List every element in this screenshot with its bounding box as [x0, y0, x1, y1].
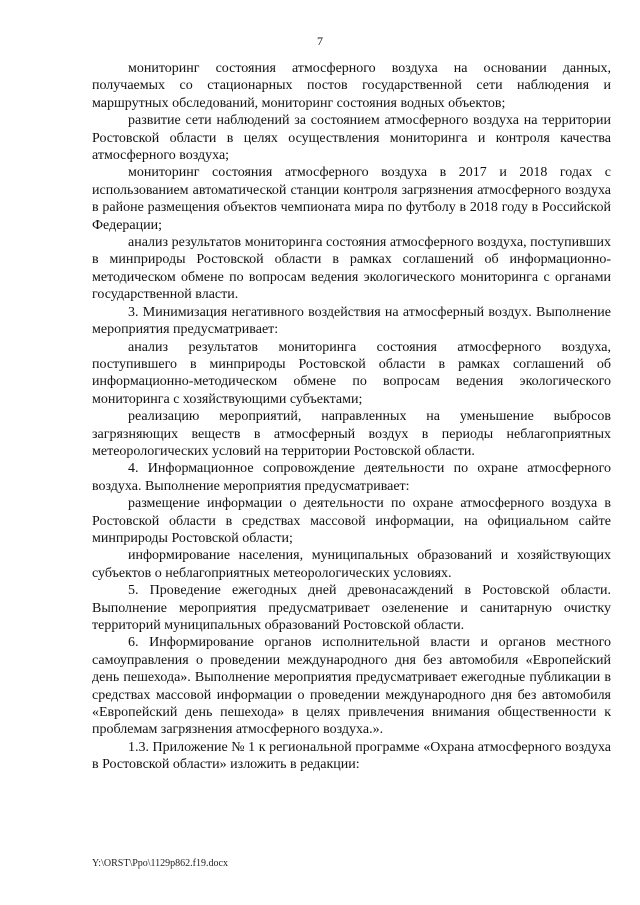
paragraph-observation-network: развитие сети наблюдений за состоянием атмосферного воздуха на территории Ростовской области в целях осуществления мониторинга и контроля качества атмосферного воздуха;: [92, 113, 611, 164]
paragraph-analysis-government: анализ результатов мониторинга состояния атмосферного воздуха, поступивших в минприроды Ростовской области в рамках соглашений об информационно-методическом обмене по вопросам ведения экологического мониторинга с органами государственной власти.: [92, 235, 611, 303]
paragraph-analysis-business: анализ результатов мониторинга состояния атмосферного воздуха, поступившего в минприроды Ростовской области в рамках соглашений об информационно-методическом обмене по вопросам ведения экологического мониторинга с хозяйствующими субъектами;: [92, 339, 611, 407]
paragraph-item-6: 6. Информирование органов исполнительной власти и органов местного самоуправления о проведении международного дня без автомобиля «Европейский день пешехода». Выполнение мероприятия предусматривает ежегодные публикации в средствах массовой информации о проведении международного дня без автомобиля «Европейский день пешехода» в целях привлечения внимания общественности к проблемам загрязнения атмосферного воздуха.».: [92, 635, 611, 738]
paragraph-monitoring-air: мониторинг состояния атмосферного воздуха на основании данных, получаемых со стационарных постов государственной сети наблюдения и маршрутных обследований, мониторинг состояния водных объектов;: [92, 61, 611, 111]
paragraph-media-publication: размещение информации о деятельности по охране атмосферного воздуха в Ростовской области в средствах массовой информации, на официальном сайте минприроды Ростовской области;: [92, 496, 611, 546]
page-number: 7: [317, 34, 323, 48]
paragraph-item-3: 3. Минимизация негативного воздействия на атмосферный воздух. Выполнение мероприятия предусматривает:: [92, 304, 611, 338]
paragraph-item-1-3: 1.3. Приложение № 1 к региональной программе «Охрана атмосферного воздуха в Ростовской области» изложить в редакции:: [92, 739, 611, 773]
paragraph-informing-population: информирование населения, муниципальных образований и хозяйствующих субъектов о неблагоприятных метеорологических условиях.: [92, 548, 611, 581]
document-body: [92, 60, 611, 774]
paragraph-world-cup-monitoring: мониторинг состояния атмосферного воздуха в 2017 и 2018 годах с использованием автоматической станции контроля загрязнения атмосферного воздуха в районе размещения объектов чемпионата мира по футболу в 2018 году в Российской Федерации;: [92, 165, 611, 233]
paragraph-emission-reduction: реализацию мероприятий, направленных на уменьшение выбросов загрязняющих веществ в атмосферный воздух в периоды неблагоприятных метеорологических условий на территории Ростовской области.: [92, 409, 611, 459]
paragraph-item-4: 4. Информационное сопровождение деятельности по охране атмосферного воздуха. Выполнение мероприятия предусматривает:: [92, 461, 611, 494]
footer-file-path: Y:\ORST\Ppo\1129p862.f19.docx: [92, 858, 228, 869]
paragraph-item-5: 5. Проведение ежегодных дней древонасаждений в Ростовской области. Выполнение мероприятия предусматривает озеленение и санитарную очистку территорий муниципальных образований Ростовской области.: [92, 583, 611, 633]
